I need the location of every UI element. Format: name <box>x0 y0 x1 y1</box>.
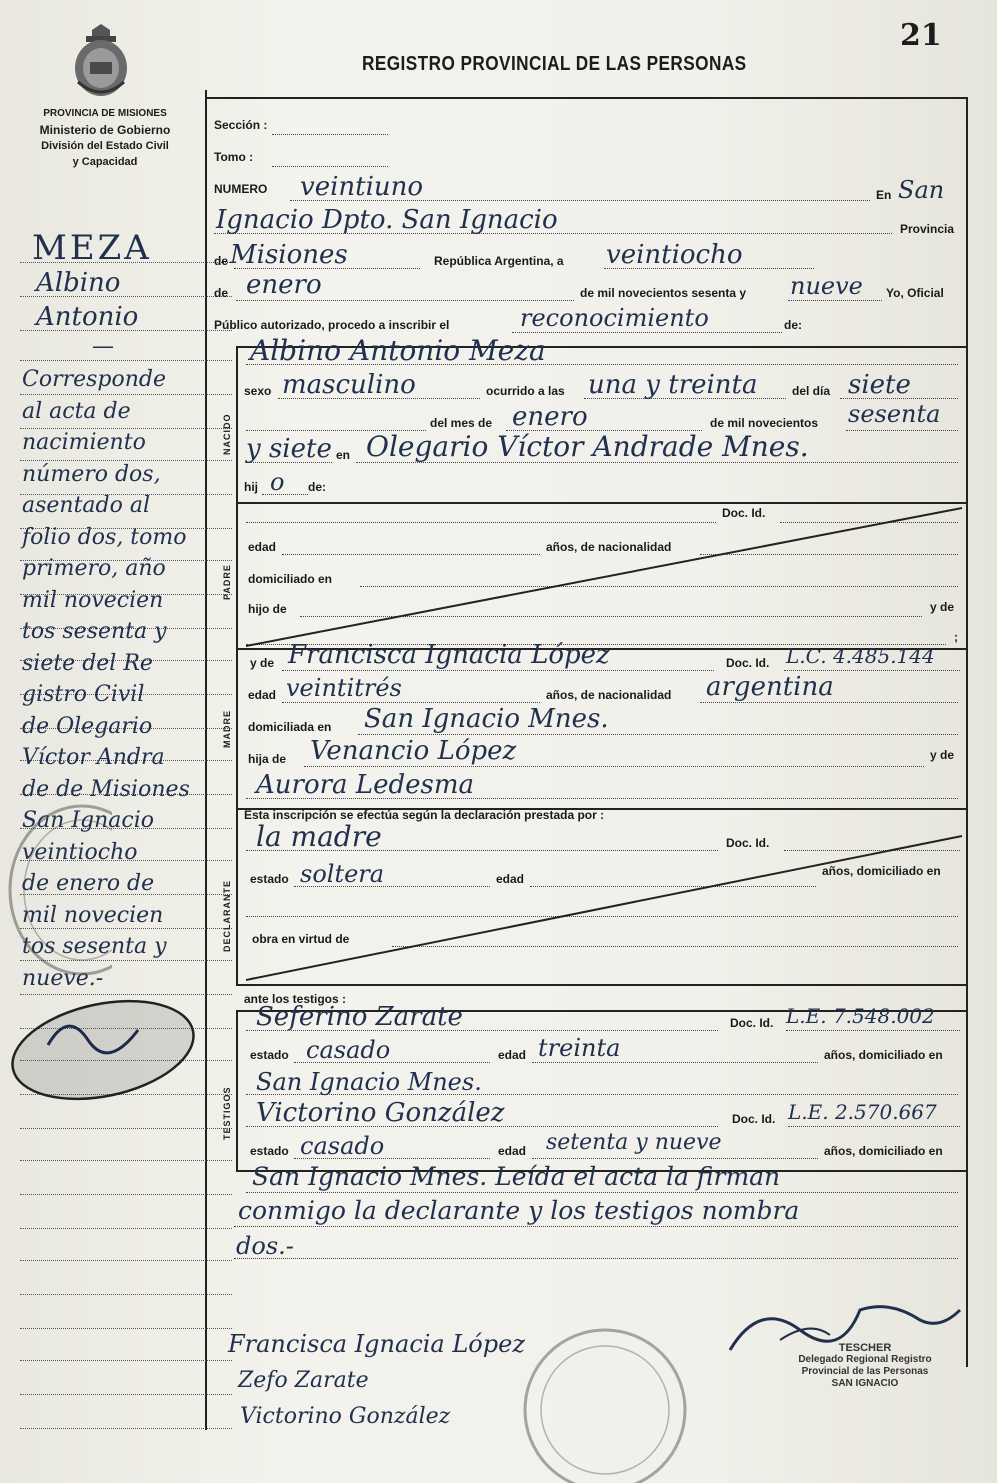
lugar-value: Ignacio Dpto. San Ignacio <box>216 205 558 235</box>
yo-oficial-label: Yo, Oficial <box>886 286 944 300</box>
madre-dom-label: domiciliada en <box>248 720 332 734</box>
madre-nombre-line[interactable] <box>282 670 714 671</box>
fecha-mes-value: enero <box>246 270 322 300</box>
publico-label: Público autorizado, procedo a inscribir el <box>214 318 450 332</box>
fecha-anio-value: nueve <box>790 272 863 300</box>
coat-of-arms-icon <box>70 22 132 100</box>
right-border <box>966 97 968 1367</box>
de-label: de <box>214 254 229 268</box>
declarante-estado-value: soltera <box>300 860 385 888</box>
stamp-line3: Provincial de las Personas <box>801 1366 929 1377</box>
margin-dash: — <box>92 334 114 359</box>
top-border <box>205 97 967 99</box>
issuer-line3: División del Estado Civil <box>41 140 169 152</box>
acto-value: reconocimiento <box>520 304 709 332</box>
signature-testigo1: Zefo Zarate <box>238 1368 369 1393</box>
madre-yde2-label: y de <box>930 748 955 762</box>
de-mes-label: de <box>214 286 229 300</box>
madre-yde-label: y de <box>250 656 275 670</box>
cierre-text1: San Ignacio Mnes. Leída el acta la firman <box>252 1162 781 1191</box>
stamp-line1: TESCHER <box>838 1342 892 1354</box>
margin-name1: Albino <box>36 268 121 298</box>
seccion-line[interactable] <box>272 134 388 135</box>
declarante-section-label: DECLARANTE <box>222 880 232 952</box>
declarante-edad-label: edad <box>496 872 525 886</box>
mil-novecientos-label: de mil novecientos <box>710 416 819 430</box>
testigo2-anos-label: años, domiciliado en <box>824 1144 943 1158</box>
testigo1-edad-value: treinta <box>538 1034 621 1062</box>
declarante-cancel-stroke <box>246 834 964 984</box>
provincia-value: Misiones <box>230 240 348 270</box>
padre-top <box>236 502 966 504</box>
testigo2-estado-label: estado <box>250 1144 289 1158</box>
en-value: San <box>898 176 945 204</box>
padre-left <box>236 502 238 648</box>
official-stamp-text <box>770 1342 960 1390</box>
cierre-line2 <box>234 1226 958 1227</box>
anio2-value: y siete <box>246 434 332 464</box>
madre-nac-label: años, de nacionalidad <box>546 688 672 702</box>
ocurrido-label: ocurrido a las <box>486 384 565 398</box>
madre-doc-label: Doc. Id. <box>726 656 770 670</box>
del-dia-label: del día <box>792 384 831 398</box>
madre-hija-line[interactable] <box>304 766 924 767</box>
de-colon-label: de: <box>784 318 802 332</box>
en-lower-label: en <box>336 448 351 462</box>
padre-cancel-stroke <box>246 506 964 648</box>
margin-name2: Antonio <box>36 302 139 332</box>
testigo1-anos-label: años, domiciliado en <box>824 1048 943 1062</box>
fecha-mes-line[interactable] <box>236 300 574 301</box>
margin-note-text: Corresponde al acta de nacimiento número dos, asentado al folio dos, tomo primero, año mil novecien tos sesenta y siete del Re gistro Civil de Olegario Víctor Andra de de Misiones San Ignacio veintiocho de enero de mil novecien tos sesenta y nueve.- <box>22 367 190 991</box>
testigos-left <box>236 1010 238 1170</box>
testigo2-nombre-value: Victorino González <box>256 1098 505 1128</box>
madre-padre-value: Venancio López <box>310 736 517 766</box>
testigo1-doc-line[interactable] <box>786 1030 960 1031</box>
fecha-anio-line[interactable] <box>788 300 882 301</box>
provincia-label: Provincia <box>900 222 955 236</box>
numero-value: veintiuno <box>300 172 424 202</box>
padre-doc-label: Doc. Id. <box>722 506 766 520</box>
hora-value: una y treinta <box>588 370 758 400</box>
testigo1-estado-label: estado <box>250 1048 289 1062</box>
testigos-section-label: TESTIGOS <box>222 1086 232 1140</box>
madre-edad-label: edad <box>248 688 277 702</box>
cierre-text2: conmigo la declarante y los testigos nombra <box>238 1196 800 1225</box>
madre-doc-line[interactable] <box>784 670 960 671</box>
madre-nac-line[interactable] <box>700 702 958 703</box>
nombre-value: Albino Antonio Meza <box>250 334 546 367</box>
official-oval-stamp <box>8 990 208 1110</box>
margin-surname: MEZA <box>32 228 152 268</box>
madre-doc-value: L.C. 4.485.144 <box>786 644 935 668</box>
testigo2-edad-value: setenta y nueve <box>546 1130 722 1155</box>
hijo-label: hij <box>244 480 258 494</box>
issuer-block <box>10 106 200 170</box>
sexo-label: sexo <box>244 384 272 398</box>
padre-nac-label: años, de nacionalidad <box>546 540 672 554</box>
signature-madre: Francisca Ignacia López <box>228 1330 525 1358</box>
issuer-line4: y Capacidad <box>72 156 138 168</box>
lugar-nac-value: Olegario Víctor Andrade Mnes. <box>366 430 809 463</box>
anio1-value: sesenta <box>848 400 941 428</box>
testigos-label: ante los testigos : <box>244 992 347 1006</box>
declarante-anos-label: años, domiciliado en <box>822 864 941 878</box>
fecha-dia-value: veintiocho <box>606 240 743 270</box>
testigo1-dom-value: San Ignacio Mnes. <box>256 1068 482 1096</box>
sexo-value: masculino <box>282 370 416 400</box>
madre-edad-line[interactable] <box>282 702 540 703</box>
circular-seal-stamp <box>2 800 112 980</box>
cierre-line1 <box>246 1192 958 1193</box>
round-seal-bottom <box>520 1310 690 1483</box>
inscripcion-label: Esta inscripción se efectúa según la declaración prestada por : <box>244 808 605 822</box>
declarante-left <box>236 808 238 984</box>
nacido-left <box>236 346 238 502</box>
obra-label: obra en virtud de <box>252 932 350 946</box>
madre-hija-label: hija de <box>248 752 287 766</box>
hijo-value: o <box>270 468 285 496</box>
declarante-value: la madre <box>256 820 382 853</box>
testigo1-edad-label: edad <box>498 1048 527 1062</box>
padre-dom-label: domiciliado en <box>248 572 333 586</box>
stamp-line2: Delegado Regional Registro <box>798 1354 932 1365</box>
testigo1-estado-value: casado <box>306 1036 391 1064</box>
madre-section-label: MADRE <box>222 710 232 748</box>
madre-left <box>236 648 238 808</box>
page-title: REGISTRO PROVINCIAL DE LAS PERSONAS <box>362 53 747 75</box>
numero-label: NUMERO <box>214 182 268 196</box>
declarante-doc-label: Doc. Id. <box>726 836 770 850</box>
testigo2-doc-line[interactable] <box>788 1126 960 1127</box>
tomo-label: Tomo : <box>214 150 254 164</box>
cierre-line3 <box>234 1258 958 1259</box>
nacido-section-label: NACIDO <box>222 413 232 455</box>
acto-line[interactable] <box>512 332 782 333</box>
anio1-line[interactable] <box>846 430 958 431</box>
page-number: 21 <box>900 18 942 53</box>
padre-edad-label: edad <box>248 540 277 554</box>
madre-madre-value: Aurora Ledesma <box>256 770 474 800</box>
testigo1-nombre-value: Seferino Zarate <box>256 1002 463 1032</box>
hijo-de-label: de: <box>308 480 326 494</box>
signature-testigo2: Victorino González <box>240 1404 451 1429</box>
hijo-line[interactable] <box>262 494 308 495</box>
cierre-text3: dos.- <box>236 1232 294 1260</box>
mil-sesenta-label: de mil novecientos sesenta y <box>580 286 747 300</box>
madre-edad-value: veintitrés <box>286 674 402 702</box>
testigo2-doc-label: Doc. Id. <box>732 1112 776 1126</box>
madre-nac-value: argentina <box>706 672 834 702</box>
madre-dom-value: San Ignacio Mnes. <box>364 704 609 734</box>
issuer-line1: PROVINCIA DE MISIONES <box>43 108 167 119</box>
del-mes-label: del mes de <box>430 416 493 430</box>
testigo2-edad-label: edad <box>498 1144 527 1158</box>
tomo-line[interactable] <box>272 166 388 167</box>
testigo2-edad-line[interactable] <box>532 1158 818 1159</box>
dia-value: siete <box>848 370 911 400</box>
mes-value: enero <box>512 402 588 432</box>
republica-label: República Argentina, a <box>434 254 564 268</box>
stamp-line4: SAN IGNACIO <box>831 1378 899 1389</box>
padre-semicolon: ; <box>954 630 958 644</box>
testigo1-doc-value: L.E. 7.548.002 <box>786 1004 935 1028</box>
testigo1-doc-label: Doc. Id. <box>730 1016 774 1030</box>
madre-dom-line[interactable] <box>358 734 958 735</box>
issuer-line2: Ministerio de Gobierno <box>39 123 171 137</box>
declarante-bottom <box>236 984 966 986</box>
declarante-estado-label: estado <box>250 872 289 886</box>
testigo1-edad-line[interactable] <box>532 1062 818 1063</box>
testigo2-doc-value: L.E. 2.570.667 <box>788 1100 937 1124</box>
seccion-label: Sección : <box>214 118 268 132</box>
padre-section-label: PADRE <box>222 564 232 600</box>
padre-yde-label: y de <box>930 600 955 614</box>
testigo2-estado-value: casado <box>300 1132 385 1160</box>
en-label: En <box>876 188 892 202</box>
madre-nombre-value: Francisca Ignacia López <box>288 640 610 670</box>
padre-hijo-label: hijo de <box>248 602 287 616</box>
